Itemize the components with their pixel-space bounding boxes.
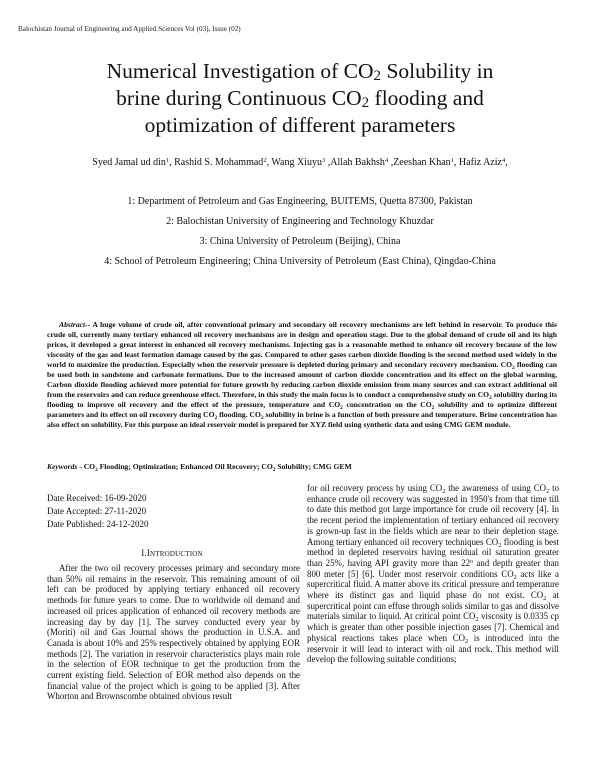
author-list: Syed Jamal ud din$^1$, Rashid S. Mohammad$^2$, Wang Xiuyu$^3$ ,Allah Bakhsh$^4$ ,Zeeshan Khan$^1$, Hafiz Aziz$^4$, bbox=[92, 157, 508, 168]
keywords-label: Keywords bbox=[47, 462, 78, 471]
affiliation-1: 1: Department of Petroleum and Gas Engineering, BUITEMS, Quetta 87300, Pakistan bbox=[127, 196, 473, 207]
title-line-1: Numerical Investigation of $CO_2$ Solubility in bbox=[106, 59, 494, 84]
body-right-column: for oil recovery process by using $CO_2$ the awareness of using $CO_2$ to enhance crude oil recovery was suggested in 1950's from that time till to date this method got large importance for crude oil recovery [4]. In the recent period the implementation of tertiary enhanced oil recovery is grown-up fast in the fields which are near to their depletion stage. Among tertiary enhanced oil recovery techniques $CO_2$ flooding is best method in depleted reservoirs having residual oil saturation greater than 25%, having API gravity more than 22$^o$ and depth greater than 800 meter [5] [6]. Under most reservoir conditions $CO_2$ acts like a supercritical fluid. A matter above its critical pressure and temperature where its distinct gas and liquid phase do not exist. $CO_2$ at supercritical point can effuse through solids similar to gas and dissolve materials similar to liquid. At critical point $CO_2$ viscosity is 0.0335 cp which is greater than other possible injection gases [7]. Chemical and physical reactions takes place when $CO_2$ is introduced into the reservoir it will lead to interact with oil and rock. This method will develop the following suitable conditions; bbox=[307, 483, 560, 665]
keywords: Keywords - $CO_2$ Flooding; Optimization; Enhanced Oil Recovery; $CO_2$ Solubility; CMG GEM bbox=[47, 462, 352, 473]
publication-dates bbox=[47, 492, 149, 531]
abstract: Abstract-- A huge volume of crude oil, after conventional primary and secondary oil recovery mechanisms are left behind in reservoir. To produce this crude oil, currently many tertiary enhanced oil recovery mechanisms are in design and operation stage. Due to the global demand of crude oil and its high prices, it developed a great interest in enhanced oil recovery mechanisms. Injecting gas is a reasonable method to enhance oil recovery because of the low viscosity of the gas and least formation damage caused by the gas. Compared to other gases carbon dioxide flooding is the second method used widely in the world to maximize the production. Especially when the reservoir pressure is depleted during primary and secondary recovery mechanism. $CO_2$ flooding can be used both in sandstone and carbonate formations. Due to the increased amount of carbon dioxide concentration and its effect on the global warming, Carbon dioxide flooding achieved more potential for future growth by reducing carbon dioxide emission from many sources and can extract additional oil from the reservoirs and can reduce greenhouse effect. Therefore, in this study the main focus is to conduct a comprehensive study on $CO_2$ solubility during its flooding to improve oil recovery and the effect of the pressure, temperature and $CO_2$ concentration on the $CO_2$ solubility and to optimize different parameters and its effect on oil recovery during $CO_2$ flooding. $CO_2$ solubility in brine is a function of both pressure and temperature. Brine concentration has also effect on solubility. For this purpose an ideal reservoir model is prepared for XYZ field using synthetic data and using CMG GEM module. bbox=[47, 320, 558, 429]
body-left-column: After the two oil recovery processes primary and secondary more than 50% oil remains in the reservoir. This remaining amount of oil left can be produced by applying tertiary enhanced oil recovery methods for future years to come. Due to worldwide oil demand and increased oil prices application of enhanced oil recovery methods are increasing day by day [1]. The survey conducted every year by (Moriti) oil and Gas Journal shows the production in U.S.A. and Canada is about 10% and 25% respectively obtained by applying EOR methods [2]. The variation in reservoir characteristics plays main role in the selection of EOR technique to get the production from the current existing field. Selection of EOR method also depends on the financial value of the project which is going to be applied [3]. After Whorton and Brownscombe obtained obvious result bbox=[47, 563, 300, 702]
date-published: Date Published: 24-12-2020 bbox=[47, 519, 149, 529]
paper-title bbox=[40, 58, 560, 139]
date-accepted: Date Accepted: 27-11-2020 bbox=[47, 506, 147, 516]
title-line-2: brine during Continuous $CO_2$ flooding and bbox=[116, 86, 484, 111]
affiliation-3: 3: China University of Petroleum (Beijing), China bbox=[199, 236, 401, 247]
abstract-label: Abstract-- bbox=[59, 320, 91, 329]
date-received: Date Received: 16-09-2020 bbox=[47, 493, 147, 503]
section-heading-introduction: I.INTRODUCTION bbox=[141, 548, 203, 558]
title-line-3: optimization of different parameters bbox=[144, 113, 456, 137]
affiliation-2: 2: Balochistan University of Engineering and Technology Khuzdar bbox=[166, 216, 434, 227]
affiliation-4: 4: School of Petroleum Engineering; China University of Petroleum (East China), Qingdao-China bbox=[104, 256, 496, 267]
journal-header: Balochistan Journal of Engineering and Applied Sciences Vol (03), Issue (02) bbox=[18, 25, 241, 33]
